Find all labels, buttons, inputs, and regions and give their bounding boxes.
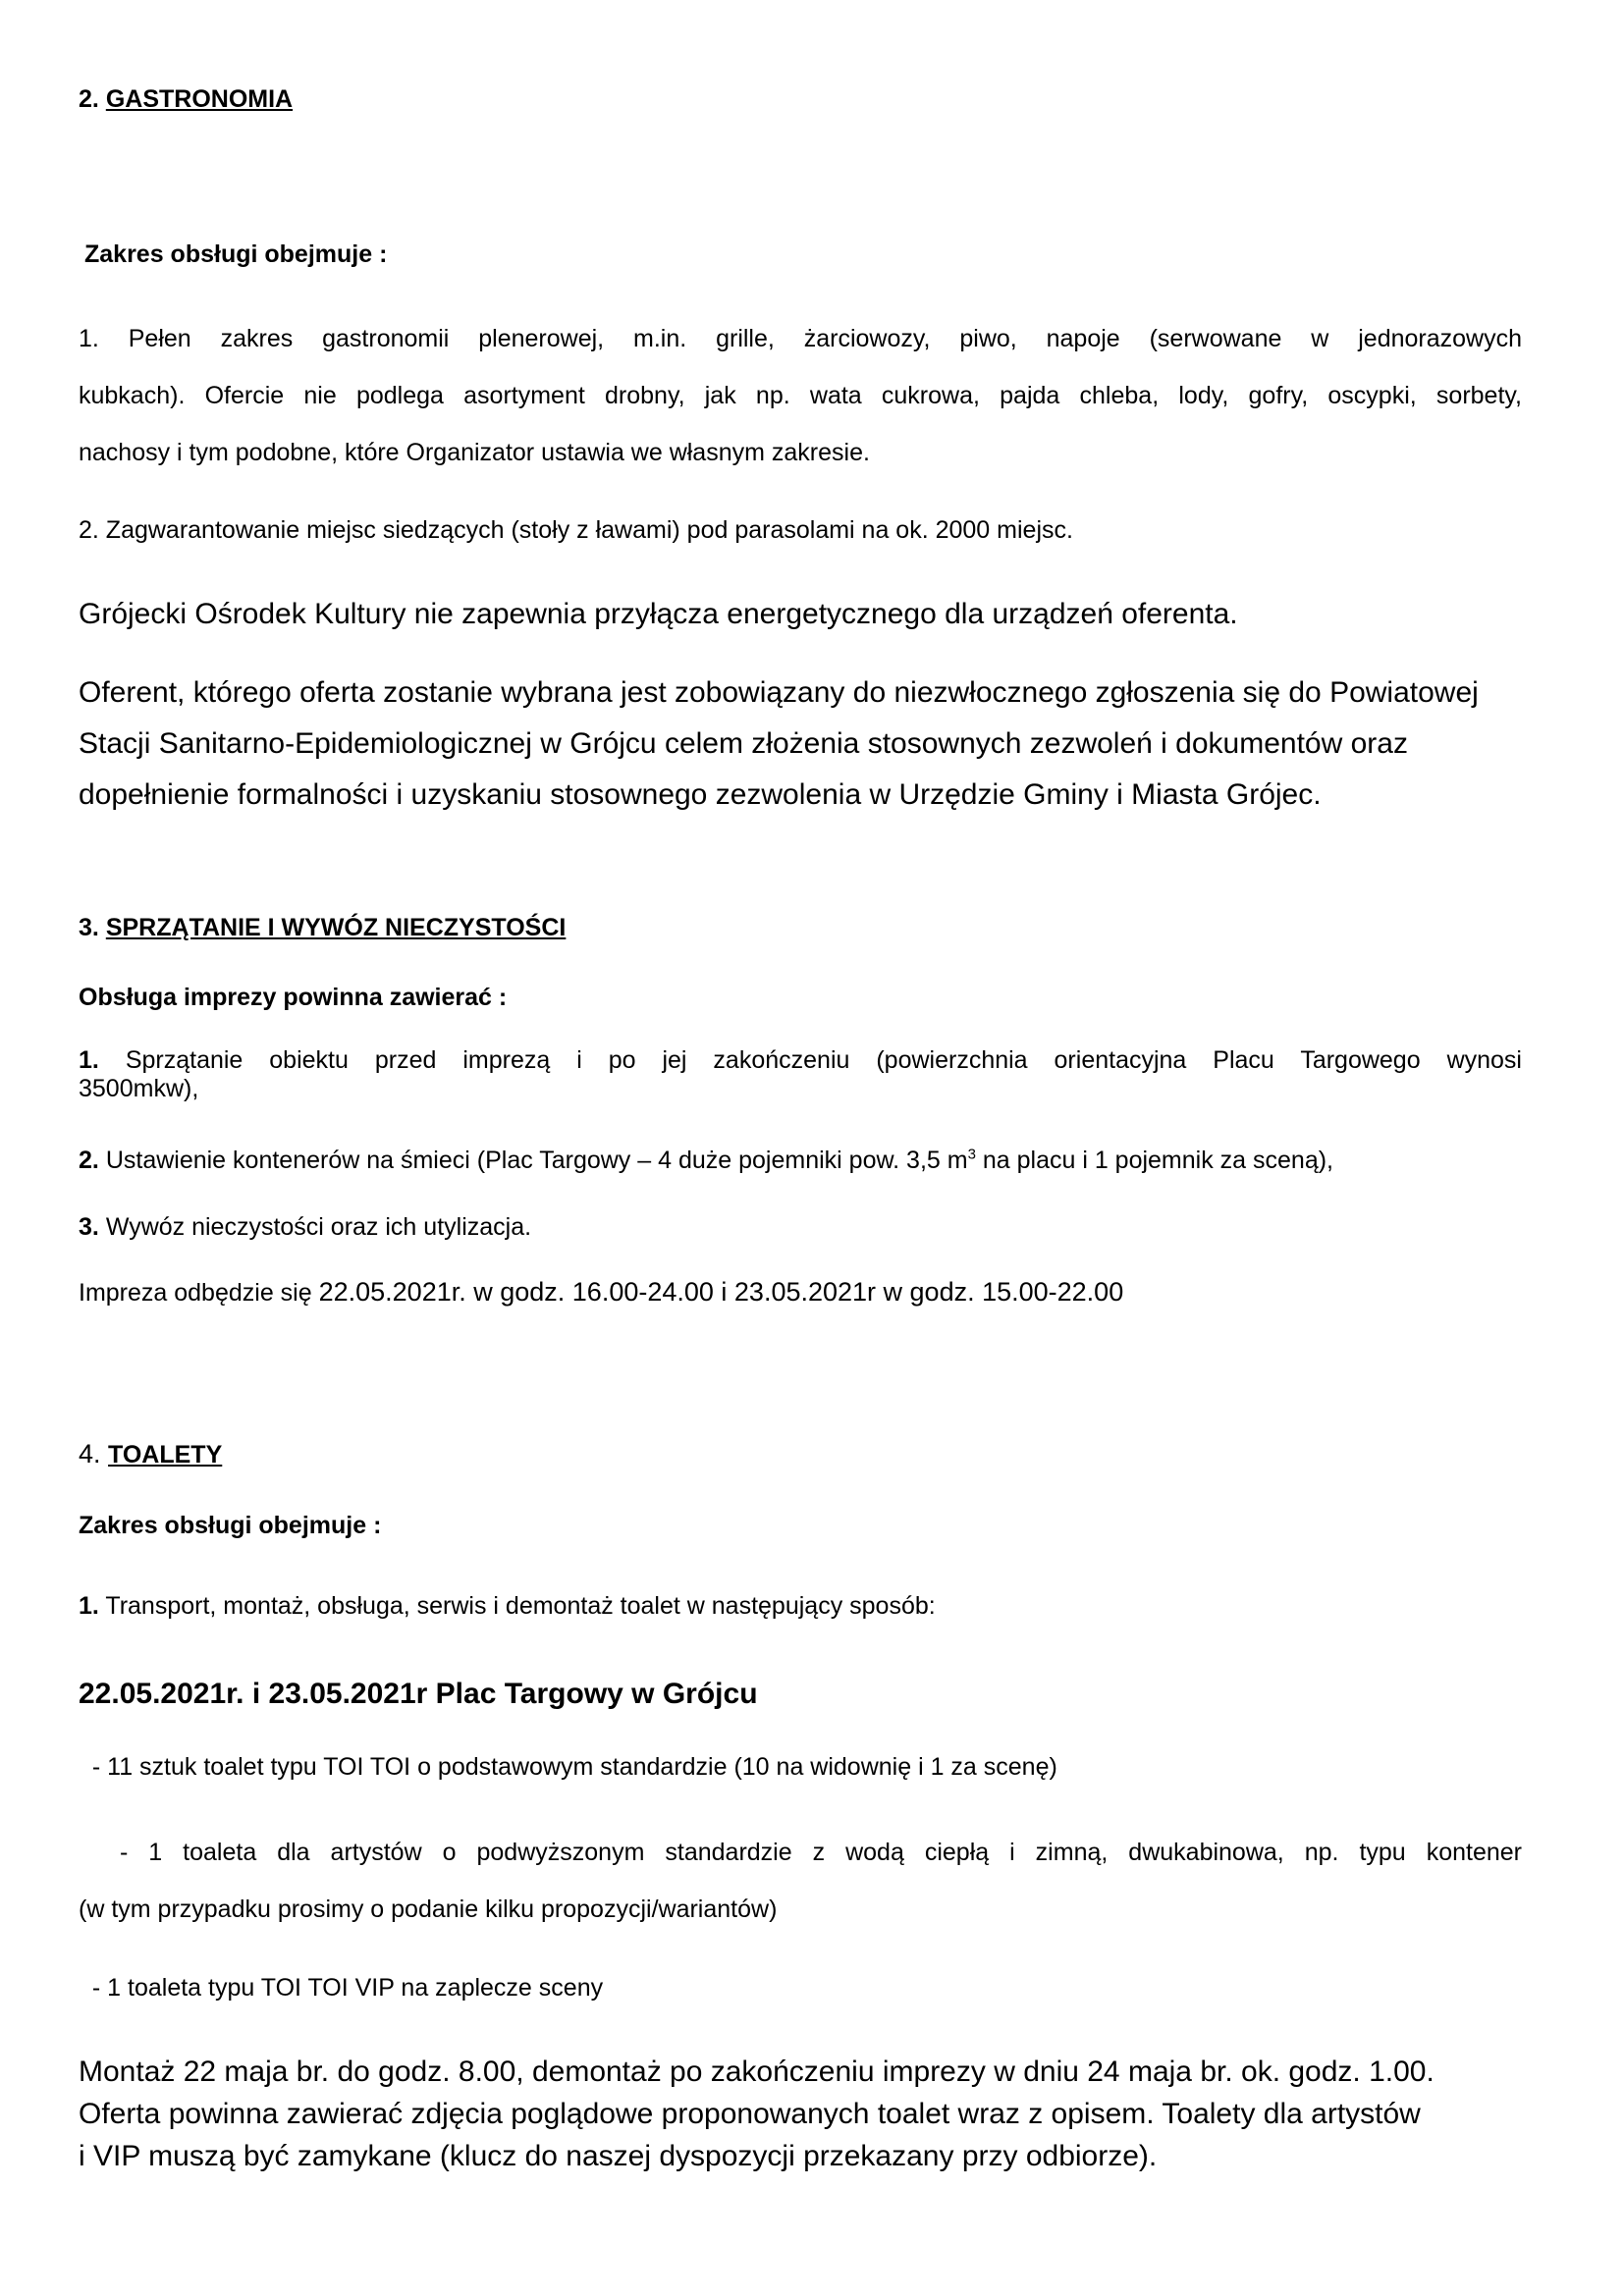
section3-item2-text-a: Ustawienie kontenerów na śmieci (Plac Targowy – 4 duże pojemniki pow. 3,5 m: [105, 1147, 968, 1174]
section3-event-dates: [79, 1276, 1123, 1308]
section2-item1-line3: nachosy i tym podobne, które Organizator ustawia we własnym zakresie.: [79, 439, 870, 466]
section2-item1: [79, 310, 1522, 481]
section4-final-note: [79, 2051, 1435, 2177]
section3-item3: [79, 1212, 531, 1242]
section2-heading: [79, 84, 293, 114]
section3-item1-number: 1.: [79, 1046, 99, 1074]
section3-scope-heading: Obsługa imprezy powinna zawierać :: [79, 984, 508, 1011]
section3-item2-superscript: 3: [967, 1146, 976, 1163]
section3-item3-number: 3.: [79, 1213, 99, 1241]
section4-scope-heading: Zakres obsługi obejmuje :: [79, 1512, 382, 1539]
section2-sanepid-note: [79, 667, 1479, 821]
section2-energy-note: Grójecki Ośrodek Kultury nie zapewnia przyłącza energetycznego dla urządzeń oferenta.: [79, 598, 1238, 630]
section3-item1-line2: 3500mkw),: [79, 1075, 199, 1102]
section3-item2-number: 2.: [79, 1147, 99, 1174]
section3-heading: [79, 913, 566, 942]
section4-toi-vip: - 1 toaleta typu TOI TOI VIP na zaplecze sceny: [79, 1974, 604, 2002]
section2-item1-line1: 1. Pełen zakres gastronomii plenerowej, m.in. grille, żarciowozy, piwo, napoje (serwowane w jednorazowych: [79, 325, 1522, 352]
section2-sanepid-line3: dopełnienie formalności i uzyskaniu stosownego zezwolenia w Urzędzie Gminy i Miasta Grójec.: [79, 778, 1322, 811]
section4-item1: [79, 1591, 936, 1621]
section3-item2-text-b: na placu i 1 pojemnik za sceną),: [975, 1147, 1333, 1174]
section2-item2: 2. Zagwarantowanie miejsc siedzących (stoły z ławami) pod parasolami na ok. 2000 miejsc.: [79, 516, 1073, 544]
section4-artist-toilet: [79, 1824, 1522, 1938]
section4-item1-text: Transport, montaż, obsługa, serwis i demontaż toalet w następujący sposób:: [105, 1592, 936, 1620]
section4-artist-line1: - 1 toaleta dla artystów o podwyższonym standardzie z wodą ciepłą i zimną, dwukabinowa, np. typu kontener: [79, 1839, 1522, 1866]
section3-title: SPRZĄTANIE I WYWÓZ NIECZYSTOŚCI: [105, 914, 567, 941]
section3-item3-text: Wywóz nieczystości oraz ich utylizacja.: [105, 1213, 532, 1241]
section2-number: 2.: [79, 85, 99, 113]
section4-heading: [79, 1438, 222, 1469]
section4-number: 4.: [79, 1439, 101, 1468]
section4-toi-standard: - 11 sztuk toalet typu TOI TOI o podstawowym standardzie (10 na widownię i 1 za scenę): [79, 1753, 1057, 1781]
section4-final-line1: Montaż 22 maja br. do godz. 8.00, demontaż po zakończeniu imprezy w dniu 24 maja br. ok. godz. 1.00.: [79, 2056, 1435, 2088]
section3-item1-line1: [79, 1046, 1522, 1075]
section4-artist-line2: (w tym przypadku prosimy o podanie kilku propozycji/wariantów): [79, 1896, 778, 1923]
section2-title: GASTRONOMIA: [105, 85, 294, 113]
section3-item1: [79, 1046, 1522, 1103]
section4-final-line2: Oferta powinna zawierać zdjęcia poglądowe proponowanych toalet wraz z opisem. Toalety dla artystów: [79, 2098, 1421, 2130]
section3-event-prefix: Impreza odbędzie się: [79, 1279, 319, 1307]
section2-scope-heading: Zakres obsługi obejmuje :: [84, 240, 388, 268]
section4-dates-heading: 22.05.2021r. i 23.05.2021r Plac Targowy w Grójcu: [79, 1678, 758, 1710]
section2-sanepid-line2: Stacji Sanitarno-Epidemiologicznej w Grójcu celem złożenia stosownych zezwoleń i dokumentów oraz: [79, 727, 1408, 760]
section3-event-dates-text: 22.05.2021r. w godz. 16.00-24.00 i 23.05.2021r w godz. 15.00-22.00: [318, 1277, 1124, 1307]
section3-number: 3.: [79, 914, 99, 941]
section3-item1-text: Sprzątanie obiektu przed imprezą i po jej zakończeniu (powierzchnia orientacyjna Placu Targowego wynosi: [125, 1046, 1522, 1074]
section2-sanepid-line1: Oferent, którego oferta zostanie wybrana jest zobowiązany do niezwłocznego zgłoszenia się do Powiatowej: [79, 676, 1479, 709]
section3-item2: [79, 1146, 1333, 1175]
section4-title: TOALETY: [108, 1441, 223, 1468]
section4-item1-number: 1.: [79, 1592, 99, 1620]
section2-item1-line2: kubkach). Ofercie nie podlega asortyment drobny, jak np. wata cukrowa, pajda chleba, lody, gofry, oscypki, sorbety,: [79, 382, 1522, 409]
section4-final-line3: i VIP muszą być zamykane (klucz do naszej dyspozycji przekazany przy odbiorze).: [79, 2140, 1158, 2172]
